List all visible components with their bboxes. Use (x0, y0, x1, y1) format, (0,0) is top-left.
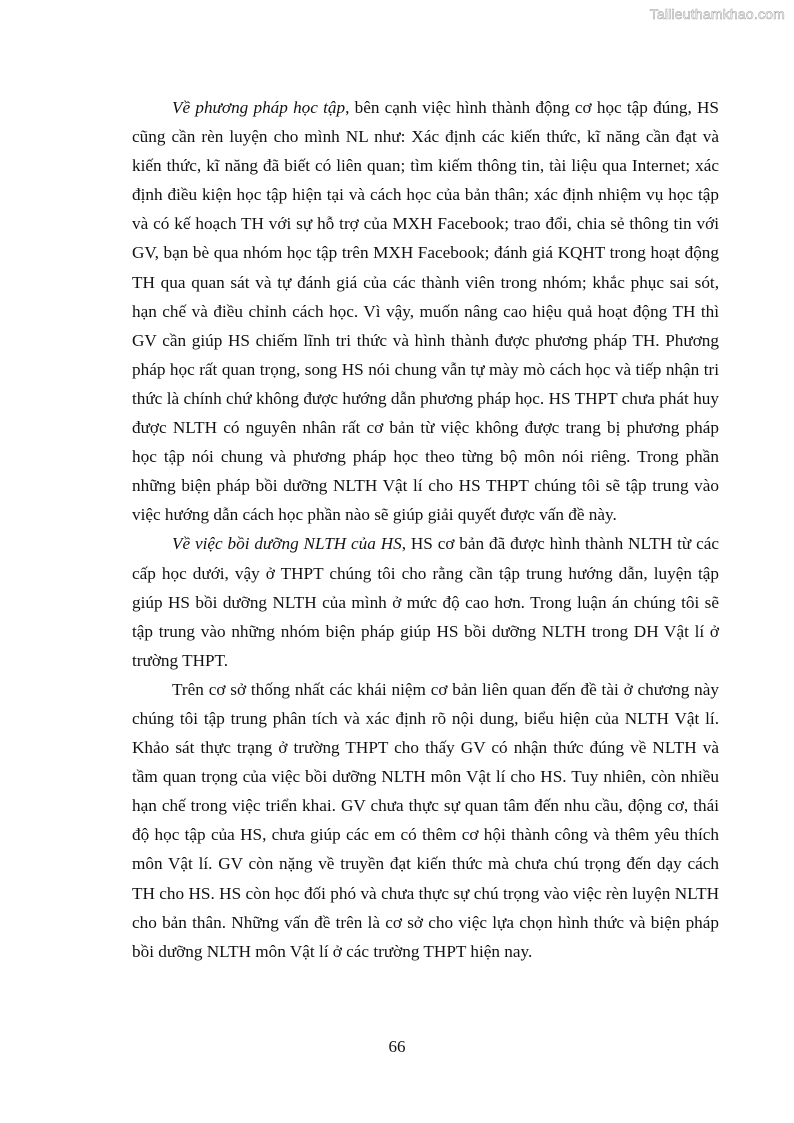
paragraph-text: , bên cạnh việc hình thành động cơ học tập đúng, HS cũng cần rèn luyện cho mình NL như: Xác định các kiến thức, kĩ năng cần đạt và kiến thức, kĩ năng đã biết có liên quan; tìm kiếm thông tin, tài liệu qua Internet; xác định điều kiện học tập hiện tại và cách học của bản thân; xác định nhiệm vụ học tập và có kế hoạch TH với sự hỗ trợ của MXH Facebook; trao đổi, chia sẻ thông tin với GV, bạn bè qua nhóm học tập trên MXH Facebook; đánh giá KQHT trong hoạt động TH qua quan sát và tự đánh giá của các thành viên trong nhóm; khắc phục sai sót, hạn chế và điều chỉnh cách học. Vì vậy, muốn nâng cao hiệu quả hoạt động TH thì GV cần giúp HS chiếm lĩnh tri thức và hình thành được phương pháp TH. Phương pháp học rất quan trọng, song HS nói chung vẫn tự mày mò cách học và tiếp nhận tri thức là chính chứ không được hướng dẫn phương pháp học. HS THPT chưa phát huy được NLTH có nguyên nhân rất cơ bản từ việc không được trang bị phương pháp học tập nói chung và phương pháp học theo từng bộ môn nói riêng. Trong phần những biện pháp bồi dưỡng NLTH Vật lí cho HS THPT chúng tôi sẽ tập trung vào việc hướng dẫn cách học phần nào sẽ giúp giải quyết được vấn đề này. (132, 98, 719, 525)
paragraph-chapter-summary (132, 675, 719, 966)
paragraph-learning-method (132, 93, 719, 529)
page-number: 66 (388, 1037, 406, 1056)
paragraph-lead-italic: Về phương pháp học tập (172, 98, 346, 117)
document-body (132, 93, 719, 966)
watermark: Tailieuthamkhao.com (649, 6, 785, 22)
paragraph-lead-italic: Về việc bồi dưỡng NLTH của HS (172, 534, 402, 554)
paragraph-text: Trên cơ sở thống nhất các khái niệm cơ bản liên quan đến đề tài ở chương này chúng tôi tập trung phân tích và xác định rõ nội dung, biểu hiện của NLTH Vật lí. Khảo sát thực trạng ở trường THPT cho thấy GV có nhận thức đúng về NLTH và tầm quan trọng của việc bồi dưỡng NLTH môn Vật lí cho HS. Tuy nhiên, còn nhiều hạn chế trong việc triển khai. GV chưa thực sự quan tâm đến nhu cầu, động cơ, thái độ học tập của HS, chưa giúp các em có thêm cơ hội thành công và thêm yêu thích môn Vật lí. GV còn nặng về truyền đạt kiến thức mà chưa chú trọng đến dạy cách TH cho HS. HS còn học đối phó và chưa thực sự chú trọng vào việc rèn luyện NLTH cho bản thân. Những vấn đề trên là cơ sở cho việc lựa chọn hình thức và biện pháp bồi dưỡng NLTH môn Vật lí ở các trường THPT hiện nay. (132, 679, 719, 961)
paragraph-capacity-training (132, 529, 719, 674)
paragraph-text: , HS cơ bản đã được hình thành NLTH từ các cấp học dưới, vậy ở THPT chúng tôi cho rằng cần tập trung hướng dẫn, luyện tập giúp HS bồi dưỡng NLTH của mình ở mức độ cao hơn. Trong luận án chúng tôi sẽ tập trung vào những nhóm biện pháp giúp HS bồi dưỡng NLTH trong DH Vật lí ở trường THPT. (132, 534, 719, 670)
